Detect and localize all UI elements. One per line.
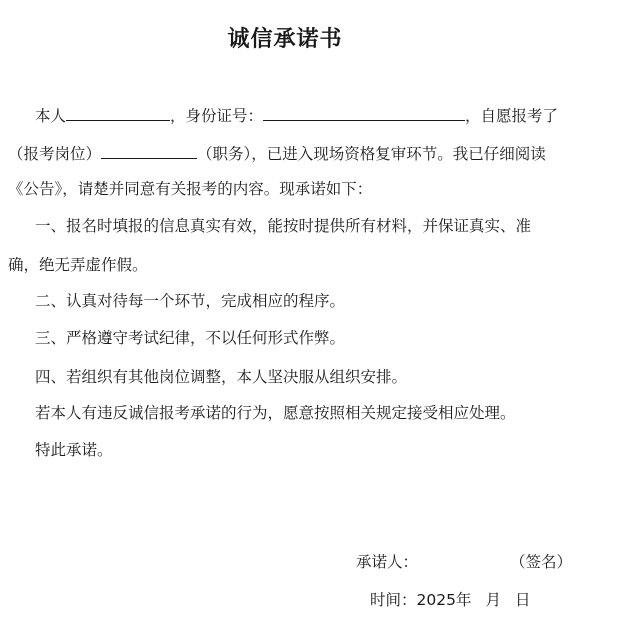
post-blank[interactable] — [101, 140, 197, 159]
item-3: 三、严格遵守考试纪律，不以任何形式作弊。 — [35, 329, 346, 347]
apply-text: ，自愿报考了 — [465, 107, 559, 125]
self-label: 本人 — [35, 107, 67, 125]
promiser-label: 承诺人： — [356, 553, 419, 571]
name-blank[interactable] — [66, 102, 170, 121]
item-2: 二、认真对待每一个环节，完成相应的程序。 — [35, 292, 346, 310]
item-1-line-2: 确，绝无弄虚作假。 — [8, 256, 148, 274]
item-1-line-1: 一、报名时填报的信息真实有效，能按时提供所有材料，并保证真实、准 — [35, 217, 532, 235]
closing-statement: 特此承诺。 — [35, 441, 113, 459]
post-label: （报考岗位） — [8, 145, 102, 163]
id-label: ，身份证号： — [170, 107, 264, 125]
item-4: 四、若组织有其他岗位调整，本人坚决服从组织安排。 — [35, 368, 408, 386]
signature-line — [356, 550, 572, 574]
month-label: 月 — [485, 591, 501, 609]
violation-clause: 若本人有违反诚信报考承诺的行为，愿意按照相关规定接受相应处理。 — [35, 404, 516, 422]
date-line — [370, 588, 530, 612]
date-label: 时间：2025年 — [370, 591, 472, 609]
document-title: 诚信承诺书 — [227, 27, 343, 52]
sign-note: （签名） — [510, 553, 573, 571]
intro-line-3: 《公告》，请楚并同意有关报考的内容。现承诺如下： — [8, 180, 373, 198]
day-label: 日 — [514, 591, 531, 609]
intro-line-2 — [8, 140, 578, 166]
id-number-blank[interactable] — [263, 102, 465, 121]
job-label: （职务），已进入现场资格复审环节。我已仔细阅读 — [197, 145, 546, 163]
intro-line-1 — [8, 102, 605, 128]
